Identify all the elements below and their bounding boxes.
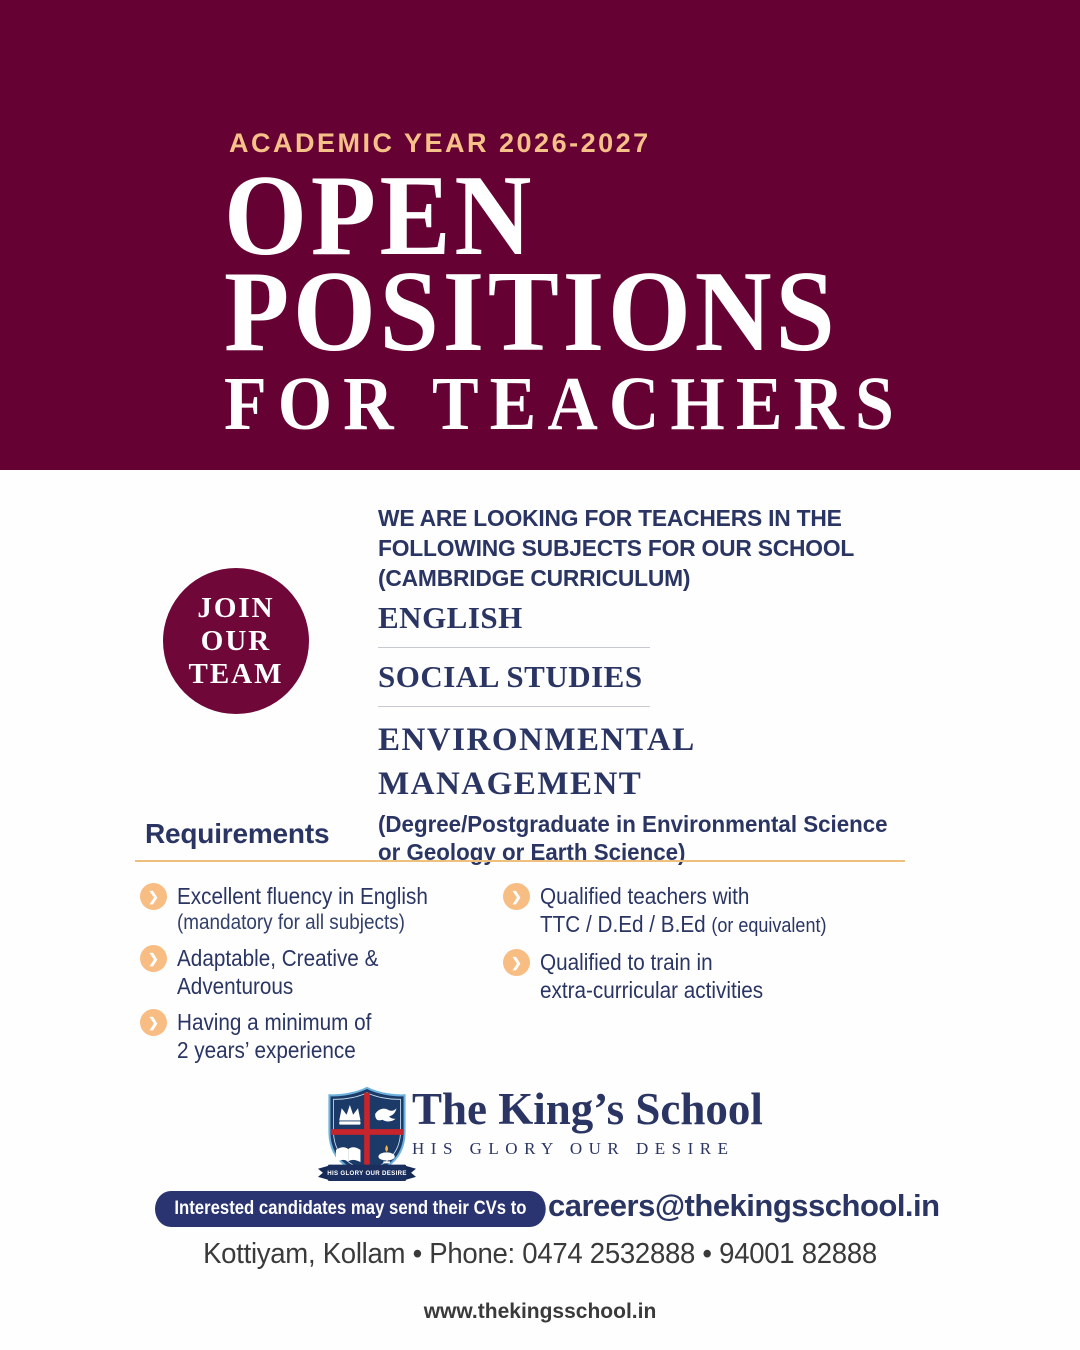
title-line-for-teachers: FOR TEACHERS (224, 362, 905, 446)
intro-text (378, 503, 854, 593)
requirement-text (177, 1008, 371, 1064)
badge-line: OUR (200, 624, 272, 657)
requirement-text (177, 944, 378, 1000)
chevron-icon: ❯ (503, 949, 530, 976)
badge-line: TEAM (188, 657, 284, 690)
crest-motto-text: HIS GLORY OUR DESIRE (327, 1170, 407, 1178)
requirement-item (503, 948, 903, 1004)
cv-cta-pill: Interested candidates may send their CVs to (155, 1191, 546, 1227)
requirement-item (140, 882, 540, 936)
subject-english: ENGLISH (378, 600, 523, 635)
website-link[interactable]: www.thekingsschool.in (423, 1300, 657, 1323)
requirement-note: (mandatory for all subjects) (177, 911, 405, 934)
qualification-note: (or equivalent) (711, 915, 827, 937)
requirement-line: Qualified to train in (540, 949, 713, 975)
chevron-icon: ❯ (140, 883, 167, 910)
book-icon (336, 1147, 361, 1162)
requirement-line: Adventurous (177, 973, 294, 999)
careers-email-link[interactable]: careers@thekingsschool.in (548, 1188, 940, 1223)
requirement-line: Adaptable, Creative & (177, 945, 379, 971)
requirement-item (503, 882, 903, 940)
school-logo (0, 1080, 1080, 1190)
divider (378, 647, 650, 648)
school-motto: HIS GLORY OUR DESIRE (412, 1139, 735, 1158)
intro-line: WE ARE LOOKING FOR TEACHERS IN THE (378, 505, 842, 531)
qualification-text: TTC / D.Ed / B.Ed (540, 911, 706, 937)
title-line-open: OPEN (224, 152, 536, 280)
subject-note-line: or Geology or Earth Science) (378, 839, 686, 865)
ribbon-banner (318, 1165, 416, 1181)
academic-year-label: ACADEMIC YEAR 2026-2027 (229, 128, 651, 158)
address-phone-line: Kottiyam, Kollam • Phone: 0474 2532888 • 94001 82888 (203, 1238, 877, 1270)
hero-banner (0, 0, 1080, 470)
chevron-icon: ❯ (503, 883, 530, 910)
requirement-text (540, 948, 763, 1004)
requirement-line: Having a minimum of (177, 1009, 372, 1035)
logo-text-block (412, 1084, 763, 1159)
subject-environmental-management: ENVIRONMENTAL MANAGEMENT (378, 722, 694, 802)
requirements-underline (135, 860, 905, 862)
join-our-team-badge (163, 568, 309, 714)
badge-line: JOIN (197, 591, 275, 624)
requirements-heading: Requirements (145, 818, 330, 849)
cv-contact-row (0, 1188, 1080, 1232)
requirements-left-column (140, 882, 540, 1072)
school-name: The King’s School (412, 1084, 763, 1134)
requirements-section (135, 818, 905, 1063)
requirement-text (177, 882, 428, 936)
requirement-line: Excellent fluency in English (177, 883, 428, 909)
subject-social-studies: SOCIAL STUDIES (378, 659, 643, 694)
cross-horizontal (331, 1129, 403, 1135)
requirement-text (540, 882, 826, 940)
requirement-item (140, 1008, 540, 1064)
intro-line: (CAMBRIDGE CURRICULUM) (378, 565, 691, 591)
chevron-icon: ❯ (140, 945, 167, 972)
divider (378, 706, 650, 707)
requirements-right-column (503, 882, 903, 1012)
title-line-positions: POSITIONS (224, 248, 839, 376)
intro-line: FOLLOWING SUBJECTS FOR OUR SCHOOL (378, 535, 855, 561)
requirement-line: Qualified teachers with (540, 883, 750, 909)
poster-title (224, 152, 905, 446)
requirement-item (140, 944, 540, 1000)
school-crest-icon (318, 1082, 416, 1186)
chevron-icon: ❯ (140, 1009, 167, 1036)
requirement-line: extra-curricular activities (540, 977, 764, 1003)
requirement-line: 2 years’ experience (177, 1037, 356, 1063)
subject-note-line: (Degree/Postgraduate in Environmental Science (378, 811, 888, 837)
requirement-line (540, 910, 826, 940)
